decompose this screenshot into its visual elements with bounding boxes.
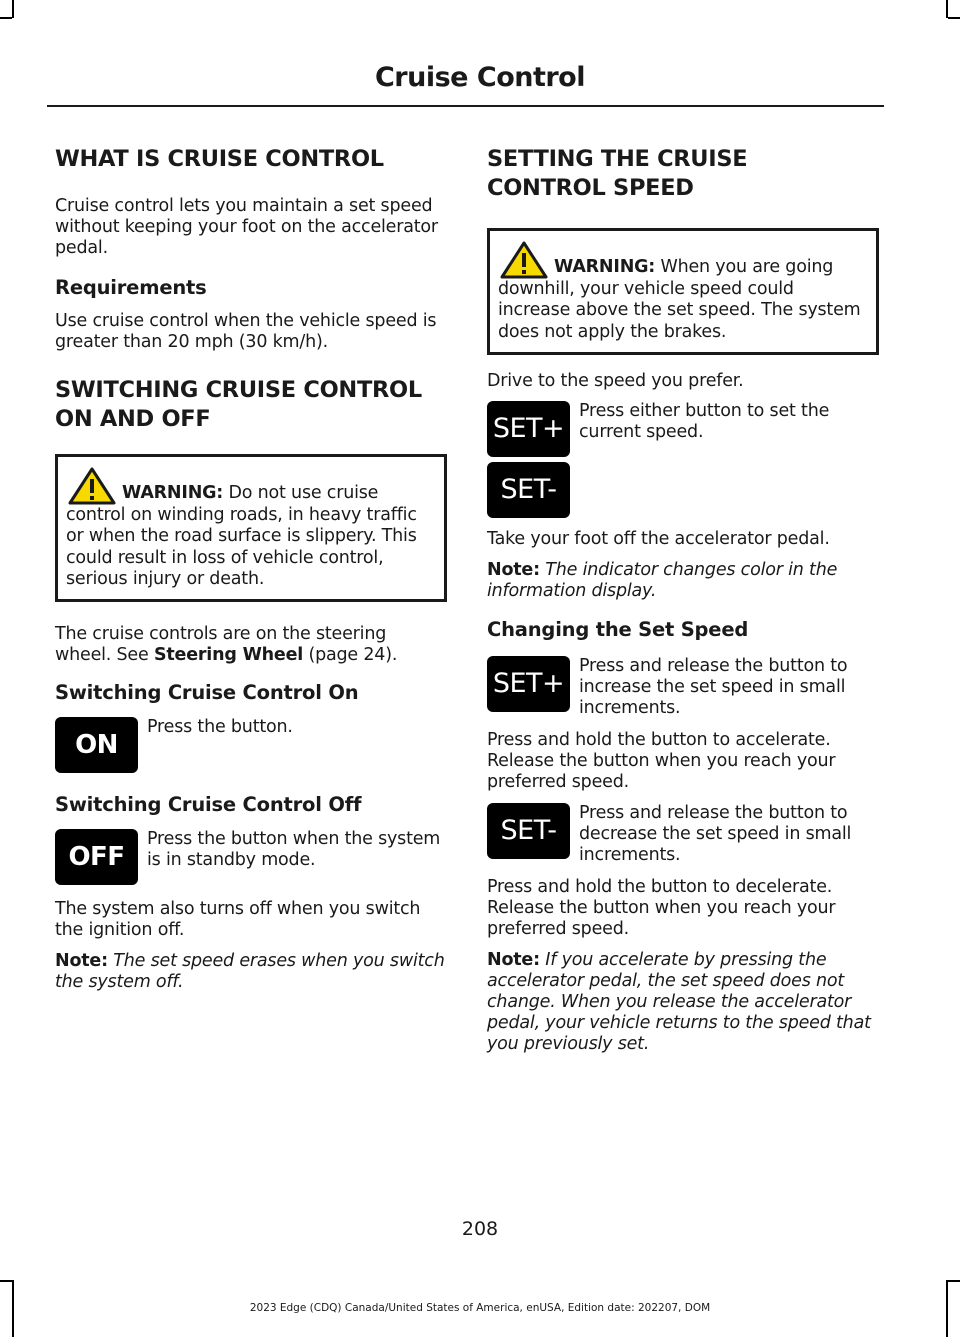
- changing-heading: Changing the Set Speed: [487, 617, 749, 641]
- page-title: Cruise Control: [374, 62, 585, 93]
- accelerate-text: Press and hold the button to accelerate. Release the button when you reach your preferred speed.: [487, 729, 836, 792]
- warning-text: When you are going downhill, your vehicle speed could increase above the set speed. The system does not apply the brakes.: [498, 257, 861, 342]
- requirements-heading: Requirements: [55, 276, 207, 299]
- warning-triangle-icon: [68, 467, 116, 505]
- crop-mark: [946, 0, 948, 18]
- warning-box: [487, 228, 879, 355]
- off-button-text: Press the button when the system is in standby mode.: [147, 829, 441, 871]
- increase-text: Press and release the button to increase the set speed in small increments.: [579, 655, 848, 718]
- ignition-text: The system also turns off when you switch the ignition off.: [55, 899, 421, 941]
- crop-mark: [948, 1280, 960, 1282]
- decrease-text: Press and release the button to decrease the set speed in small increments.: [579, 802, 852, 865]
- warning-label: WARNING:: [554, 257, 656, 277]
- right-column: [487, 145, 879, 1055]
- set-buttons-row: [487, 401, 879, 519]
- decelerate-text: Press and hold the button to decelerate. Release the button when you reach your preferred speed.: [487, 876, 836, 939]
- warning-box: [55, 454, 447, 602]
- set-plus-icon: SET+: [487, 656, 570, 712]
- set-minus-icon: SET-: [487, 462, 570, 518]
- on-button-row: [55, 717, 447, 775]
- drive-text: Drive to the speed you prefer.: [487, 370, 744, 391]
- switching-heading-line1: SWITCHING CRUISE CONTROL: [55, 377, 422, 403]
- decrease-row: [487, 803, 879, 867]
- switch-on-heading: Switching Cruise Control On: [55, 681, 359, 705]
- switching-heading-line2: ON AND OFF: [55, 406, 211, 432]
- left-column: [55, 145, 447, 993]
- note-indicator: Note: The indicator changes color in the information display.: [487, 559, 838, 601]
- set-minus-icon: SET-: [487, 803, 570, 859]
- header-divider: [47, 105, 884, 107]
- note-off: Note: The set speed erases when you switch the system off.: [55, 951, 445, 993]
- edition-info: 2023 Edge (CDQ) Canada/United States of America, enUSA, Edition date: 202207, DOM: [249, 1302, 711, 1314]
- crop-mark: [0, 17, 12, 19]
- on-button-icon: ON: [55, 717, 138, 773]
- note-accelerate: Note: If you accelerate by pressing the accelerator pedal, the set speed does not change. When you release the accelerator pedal, your vehicle returns to the speed that you previously set.: [487, 949, 871, 1054]
- setting-heading-line1: SETTING THE CRUISE: [487, 146, 748, 172]
- steering-wheel-link[interactable]: Steering Wheel: [153, 645, 304, 666]
- increase-row: [487, 656, 879, 720]
- crop-mark: [0, 1280, 12, 1282]
- on-button-text: Press the button.: [147, 717, 293, 738]
- controls-text: The cruise controls are on the steering wheel. See Steering Wheel (page 24).: [55, 624, 398, 666]
- crop-mark: [12, 0, 14, 18]
- setting-heading-line2: CONTROL SPEED: [487, 175, 694, 201]
- off-button-row: [55, 829, 447, 887]
- off-button-icon: OFF: [55, 829, 138, 885]
- what-is-text: Cruise control lets you maintain a set speed without keeping your foot on the accelerator pedal.: [55, 196, 438, 258]
- warning-text: Do not use cruise control on winding roads, in heavy traffic or when the road surface is slippery. This could result in loss of vehicle control, serious injury or death.: [66, 483, 417, 589]
- warning-triangle-icon: [500, 241, 548, 279]
- requirements-text: Use cruise control when the vehicle speed is greater than 20 mph (30 km/h).: [55, 311, 437, 352]
- foot-off-text: Take your foot off the accelerator pedal.: [487, 528, 830, 549]
- what-is-heading: WHAT IS CRUISE CONTROL: [55, 146, 384, 172]
- set-plus-icon: SET+: [487, 401, 570, 457]
- crop-mark: [948, 17, 960, 19]
- page-number: 208: [461, 1218, 499, 1240]
- press-either-text: Press either button to set the current speed.: [579, 400, 830, 442]
- warning-label: WARNING:: [122, 483, 224, 503]
- switch-off-heading: Switching Cruise Control Off: [55, 793, 362, 817]
